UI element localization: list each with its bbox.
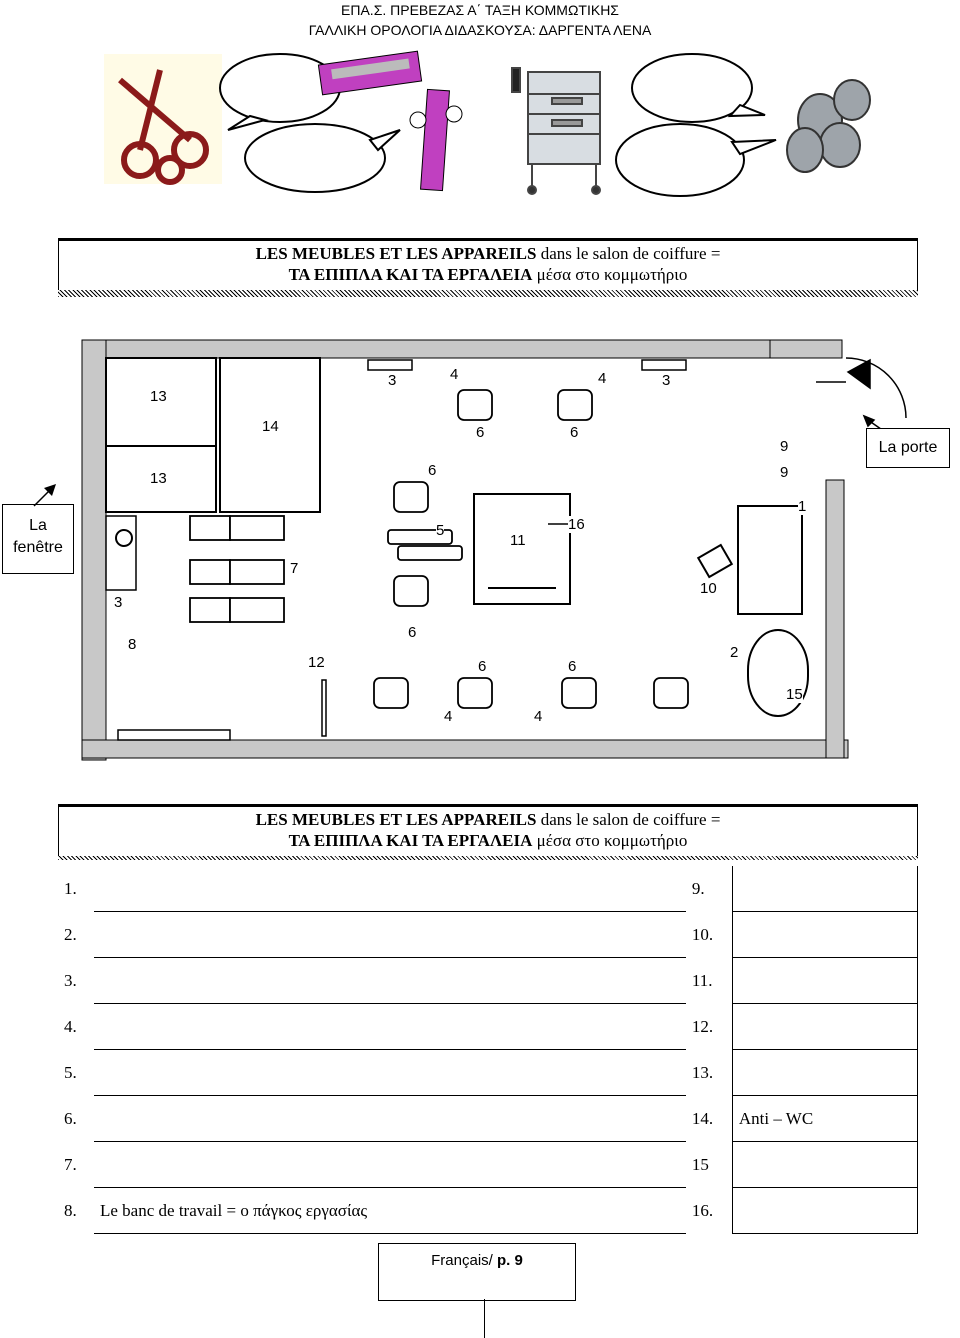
vocab-number-right: 15	[691, 1154, 709, 1174]
vocab-number-right: 10.	[691, 924, 714, 944]
vocab-number-right: 9.	[691, 878, 705, 898]
title-fr-rest: dans le salon de coiffure =	[536, 810, 721, 829]
plan-number: 6	[570, 424, 579, 441]
plan-number: 15	[786, 686, 803, 703]
window-arrow-icon	[30, 482, 60, 508]
vocab-number-right: 13.	[691, 1062, 714, 1082]
plan-number: 12	[308, 654, 325, 671]
plan-number: 5	[436, 522, 445, 539]
vocab-row	[58, 1050, 918, 1096]
title-box-bottom	[58, 804, 918, 860]
plan-number: 4	[450, 366, 459, 383]
vocab-number-right: 11.	[691, 970, 713, 990]
vocab-answer-left[interactable]	[94, 1142, 686, 1188]
plan-number: 11	[510, 532, 526, 549]
vocab-number-right: 14.	[691, 1108, 714, 1128]
vocab-answer-right[interactable]	[732, 958, 917, 1004]
central-table	[474, 494, 570, 604]
vocab-number-left: 7.	[64, 1154, 77, 1174]
vocab-number-left: 8.	[64, 1200, 77, 1220]
wash-basins	[190, 516, 284, 622]
plan-number: 3	[114, 594, 123, 611]
title-fr-bold: LES MEUBLES ET LES APPAREILS	[255, 810, 537, 829]
plan-number: 3	[662, 372, 671, 389]
vocab-number-right: 16.	[691, 1200, 714, 1220]
vocab-row	[58, 912, 918, 958]
vocab-row	[58, 1096, 918, 1142]
vocab-answer-left[interactable]	[94, 912, 686, 958]
vocab-answer-right[interactable]	[732, 1050, 917, 1096]
scissors-icon	[104, 54, 222, 184]
vocab-answer-left[interactable]	[94, 1050, 686, 1096]
window-label-line1: La	[29, 517, 47, 534]
vocab-answer-left[interactable]	[94, 1096, 686, 1142]
vocab-answer-right[interactable]	[732, 1004, 917, 1050]
plan-number: 14	[262, 418, 279, 435]
vocab-number-left: 4.	[64, 1016, 77, 1036]
plan-number: 9	[780, 438, 789, 455]
plan-number: 3	[388, 372, 397, 389]
plan-number: 6	[428, 462, 437, 479]
title-gr-bold: ΤΑ ΕΠΙΠΛΑ ΚΑΙ ΤΑ ΕΡΓΑΛΕΙΑ	[288, 265, 533, 284]
hairdressing-trolley-icon	[512, 68, 600, 194]
vocab-number-left: 6.	[64, 1108, 77, 1128]
vocab-row	[58, 1142, 918, 1188]
plan-number: 10	[700, 580, 717, 597]
plan-number: 16	[568, 516, 585, 533]
vocab-number-left: 2.	[64, 924, 77, 944]
plan-number: 13	[150, 470, 167, 487]
vocab-answer-right[interactable]	[732, 1188, 917, 1234]
school-header: ΕΠΑ.Σ. ΠΡΕΒΕΖΑΣ Α΄ ΤΑΞΗ ΚΟΜΜΩΤΙΚΗΣ	[341, 2, 619, 18]
title-gr-bold: ΤΑ ΕΠΙΠΛΑ ΚΑΙ ΤΑ ΕΡΓΑΛΕΙΑ	[288, 831, 533, 850]
reception-desk	[698, 506, 808, 716]
footer-divider	[484, 1299, 485, 1338]
plan-number: 7	[290, 560, 299, 577]
salon-floor-plan	[78, 310, 942, 790]
vocab-answer-right[interactable]: Anti – WC	[732, 1096, 917, 1142]
footer-page: p. 9	[497, 1252, 523, 1269]
speech-bubble-4	[616, 124, 776, 196]
title-fr-rest: dans le salon de coiffure =	[536, 244, 721, 263]
plan-number: 8	[128, 636, 137, 653]
plan-number: 4	[534, 708, 543, 725]
title-gr-rest: μέσα στο κομμωτήριο	[532, 831, 688, 850]
title-fr-bold: LES MEUBLES ET LES APPAREILS	[255, 244, 537, 263]
vocab-row	[58, 1188, 918, 1234]
door-icon	[816, 358, 906, 418]
plan-number: 1	[798, 498, 807, 515]
plan-number: 6	[476, 424, 485, 441]
vocab-row	[58, 1004, 918, 1050]
hair-rollers-icon	[787, 80, 870, 172]
plan-number: 6	[408, 624, 417, 641]
vocab-row	[58, 866, 918, 912]
title-box-top	[58, 238, 918, 292]
vocab-row	[58, 958, 918, 1004]
vocab-answer-right[interactable]	[732, 1142, 917, 1188]
top-counters	[368, 360, 686, 370]
title-gr-rest: μέσα στο κομμωτήριο	[532, 265, 688, 284]
plan-number: 13	[150, 388, 167, 405]
vocab-answer-left[interactable]	[94, 1004, 686, 1050]
plan-number: 6	[568, 658, 577, 675]
plan-number: 2	[730, 644, 739, 661]
vocab-answer-right[interactable]	[732, 912, 917, 958]
door-label: La porte	[878, 439, 938, 456]
window-label-line2: fenêtre	[13, 539, 63, 556]
window-label-box	[2, 504, 74, 574]
small-rooms	[106, 358, 320, 512]
plan-number: 4	[598, 370, 607, 387]
vocab-answer-right[interactable]	[732, 866, 917, 912]
vocab-answer-left[interactable]: Le banc de travail = ο πάγκος εργασίας	[94, 1188, 686, 1234]
vocab-answer-left[interactable]	[94, 866, 686, 912]
vocab-number-left: 3.	[64, 970, 77, 990]
plan-number: 6	[478, 658, 487, 675]
speech-bubble-2	[245, 124, 400, 192]
hatch-divider-bottom	[58, 856, 918, 860]
plan-number: 4	[444, 708, 453, 725]
vocabulary-table	[58, 866, 918, 1234]
teacher-header: ΓΑΛΛΙΚΗ ΟΡΟΛΟΓΙΑ ΔΙΔΑΣΚΟΥΣΑ: ΔΑΡΓΕΝΤΑ ΛΕΝΑ	[308, 22, 652, 38]
plan-number: 9	[780, 464, 789, 481]
footer-label: Français/	[431, 1252, 497, 1269]
speech-bubble-3	[632, 54, 765, 122]
hatch-divider-top	[58, 290, 918, 297]
bottom-counters	[118, 680, 326, 740]
vocab-number-right: 12.	[691, 1016, 714, 1036]
illustrations	[100, 50, 880, 200]
door-label-box	[866, 428, 950, 468]
vocab-answer-left[interactable]	[94, 958, 686, 1004]
vocab-number-left: 1.	[64, 878, 77, 898]
page-footer	[378, 1243, 576, 1301]
vocab-number-left: 5.	[64, 1062, 77, 1082]
